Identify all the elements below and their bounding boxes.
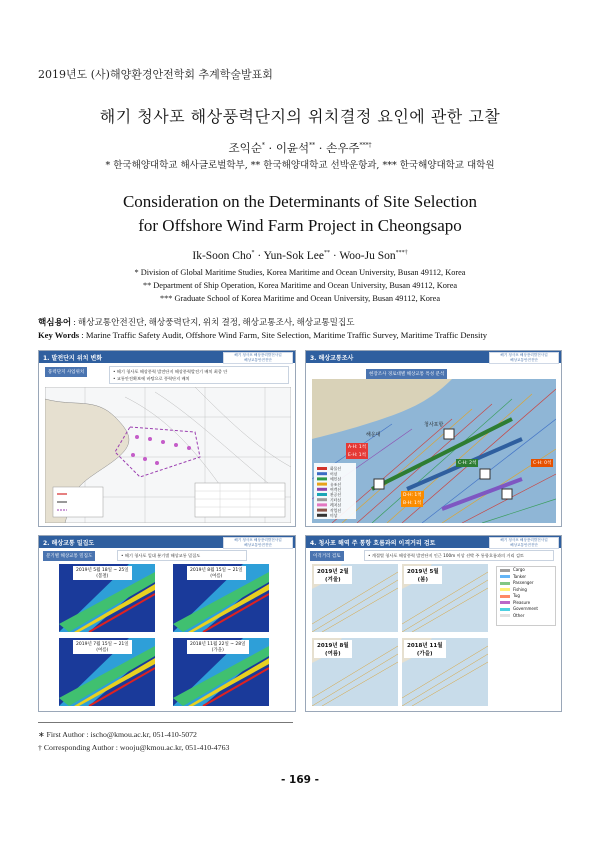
distance-map-4: 2018년 11월 (가을) — [402, 638, 488, 706]
label-a: A-H: 1척 — [348, 445, 367, 450]
panel-org-label: 해기 청사포 해상풍력발전사업 해상교통안전진단 — [223, 352, 293, 364]
panel-title: 2. 해상교통 밀집도 — [39, 536, 295, 548]
legend-label: 기타선 — [330, 497, 342, 503]
footnote-corresponding-author: † Corresponding Author : wooju@kmou.ac.kr, 051-410-4763 — [38, 743, 230, 752]
footnote-rule — [38, 722, 293, 723]
legend-swatch — [500, 614, 510, 617]
english-keywords: Key Words : Marine Traffic Safety Audit, Offshore Wind Farm, Site Selection, Maritime Traffic Survey, Maritime Traffic Density — [38, 330, 488, 340]
distance-map-2: 2019년 5월 (봄) — [402, 564, 488, 632]
legend-swatch — [500, 588, 510, 591]
english-title: Consideration on the Determinants of Site Selection for Offshore Wind Farm Project in Cheongsapo — [122, 192, 478, 235]
distance-map-3: 2019년 8월 (여름) — [312, 638, 398, 706]
legend-swatch — [500, 582, 510, 585]
legend-swatch — [317, 477, 327, 480]
legend-label: 여객선 — [330, 487, 342, 492]
panel-tag: 이격거리 검토 — [310, 551, 344, 561]
distance-map-1: 2019년 2월 (겨울) — [312, 564, 398, 632]
panel-separation-distance — [305, 535, 562, 712]
legend-swatch — [317, 514, 327, 517]
place-label-cheongsapo: 청사포항 — [424, 422, 444, 428]
label-c1: C-H: 2척 — [458, 461, 477, 466]
english-affiliation-3: *** Graduate School of Korea Maritime and Ocean University, Busan 49112, Korea — [159, 294, 440, 303]
panel-traffic-density — [38, 535, 296, 712]
english-authors: Ik-Soon Cho* · Yun-Sok Lee** · Woo-Ju Son***† — [192, 250, 408, 262]
legend-label: 미상 — [330, 513, 338, 518]
site-chart-map — [45, 387, 291, 523]
legend-swatch — [317, 467, 327, 470]
label-c2: C-H: 0척 — [533, 461, 552, 466]
korean-authors: 조익순* · 이윤석** · 손우주***† — [228, 141, 372, 155]
korean-affiliation: * 한국해양대학교 해사글로벌학부, ** 한국해양대학교 선박운항과, *** 한국해양대학교 대학원 — [105, 160, 495, 171]
legend-label: 예인선 — [330, 476, 342, 482]
legend-swatch — [317, 472, 327, 475]
panel-org-label: 해기 청사포 해상풍력발전사업 해상교통안전진단 — [489, 537, 559, 549]
legend-label: Fishing — [513, 586, 527, 592]
legend-swatch — [317, 498, 327, 501]
legend-label: Government — [513, 606, 538, 611]
label-b: B-H: 1척 — [403, 501, 422, 506]
korean-keywords: 핵심용어 : 해상교통안전진단, 해상풍력단지, 위치 결정, 해상교통조사, 해상교통밀집도 — [38, 317, 355, 327]
place-label-haeundae: 해운대 — [366, 432, 381, 438]
density-map-2: 2019년 8월 15일 ~ 21일 (여름) — [173, 564, 269, 632]
legend-label: Passenger — [513, 580, 534, 585]
panel-tag: 분기별 해상교통 밀집도 — [43, 551, 95, 561]
conference-header: 2019년도 (사)해양환경안전학회 추계학술발표회 — [38, 68, 273, 81]
legend-label: Tanker — [513, 573, 527, 579]
legend-label: 관공선 — [330, 492, 342, 498]
page-number: - 169 - — [281, 774, 319, 786]
panel-note: • 해기 청사포 해상풍력 발전단지 해상풍력발전기 배치 최종 안 • 교통안전확보에 바탕으로 풍력단지 배치 — [109, 366, 289, 384]
legend-swatch — [317, 503, 327, 506]
panel-org-label: 해기 청사포 해상풍력발전사업 해상교통안전진단 — [223, 537, 293, 549]
legend-swatch — [317, 488, 327, 491]
panel-site-location — [38, 350, 296, 527]
legend-item — [497, 613, 555, 620]
legend-swatch — [317, 493, 327, 496]
legend-label: Cargo — [513, 567, 525, 572]
panel-org-label: 해기 청사포 해상풍력발전사업 해상교통안전진단 — [489, 352, 559, 364]
legend-swatch — [500, 569, 510, 572]
legend-label: 유조선 — [330, 481, 342, 487]
legend-label: 화물선 — [330, 466, 342, 472]
label-e: E-H: 1척 — [348, 453, 367, 458]
footnote-first-author: ∗ First Author : ischo@kmou.ac.kr, 051-410-5072 — [38, 730, 197, 739]
legend-label: Other — [513, 612, 525, 618]
distance-legend — [496, 566, 556, 626]
kr-author-3: 손우주 — [326, 141, 360, 155]
panel-tag: 현장조사 경로대별 해상교통 특성 분석 — [366, 369, 447, 379]
label-d: D-H: 1척 — [403, 493, 422, 498]
legend-label: Pleasure — [513, 599, 531, 605]
english-affiliation-2: ** Department of Ship Operation, Korea Maritime and Ocean University, Busan 49112, Korea — [142, 281, 458, 290]
legend-swatch — [317, 483, 327, 486]
panel-note: • 계절별 청사포 해상풍력 발전단지 인근 100m 이상 선박 주 통항흐름과의 거리 검토 — [364, 550, 554, 561]
legend-label: Tug — [513, 593, 520, 598]
kr-author-1: 조익순 — [228, 141, 262, 155]
kr-author-2: 이윤석 — [275, 141, 310, 155]
legend-label: 어선 — [330, 471, 338, 477]
english-affiliation-1: * Division of Global Maritime Studies, Korea Maritime and Ocean University, Busan 49112, Korea — [134, 268, 466, 277]
korean-title: 해기 청사포 해상풍력단지의 위치결정 요인에 관한 고찰 — [99, 107, 501, 126]
density-map-1: 2019년 5월 18일 ~ 25일 (봄철) — [59, 564, 155, 632]
density-map-4: 2018년 11월 22일 ~ 28일 (가을) — [173, 638, 269, 706]
legend-swatch — [500, 595, 510, 598]
panel-title: 4. 청사포 해역 주 통항 흐름과의 이격거리 검토 — [306, 536, 561, 548]
legend-swatch — [317, 509, 327, 512]
panel-tag: 풍력단지 사업위치 — [45, 367, 87, 377]
panel-traffic-survey — [305, 350, 562, 527]
panel-title: 3. 해상교통조사 — [306, 351, 561, 363]
legend-swatch — [500, 575, 510, 578]
legend-label: 레저선 — [330, 502, 342, 508]
legend-swatch — [500, 601, 510, 604]
panel-title: 1. 발전단지 위치 변화 — [39, 351, 295, 363]
legend-swatch — [500, 608, 510, 611]
density-map-3: 2019년 7월 15일 ~ 21일 (여름) — [59, 638, 155, 706]
legend-label: 작업선 — [330, 507, 342, 513]
panel-note: • 해기 청사포 일대 분기별 해상교통 밀집도 — [117, 550, 247, 561]
